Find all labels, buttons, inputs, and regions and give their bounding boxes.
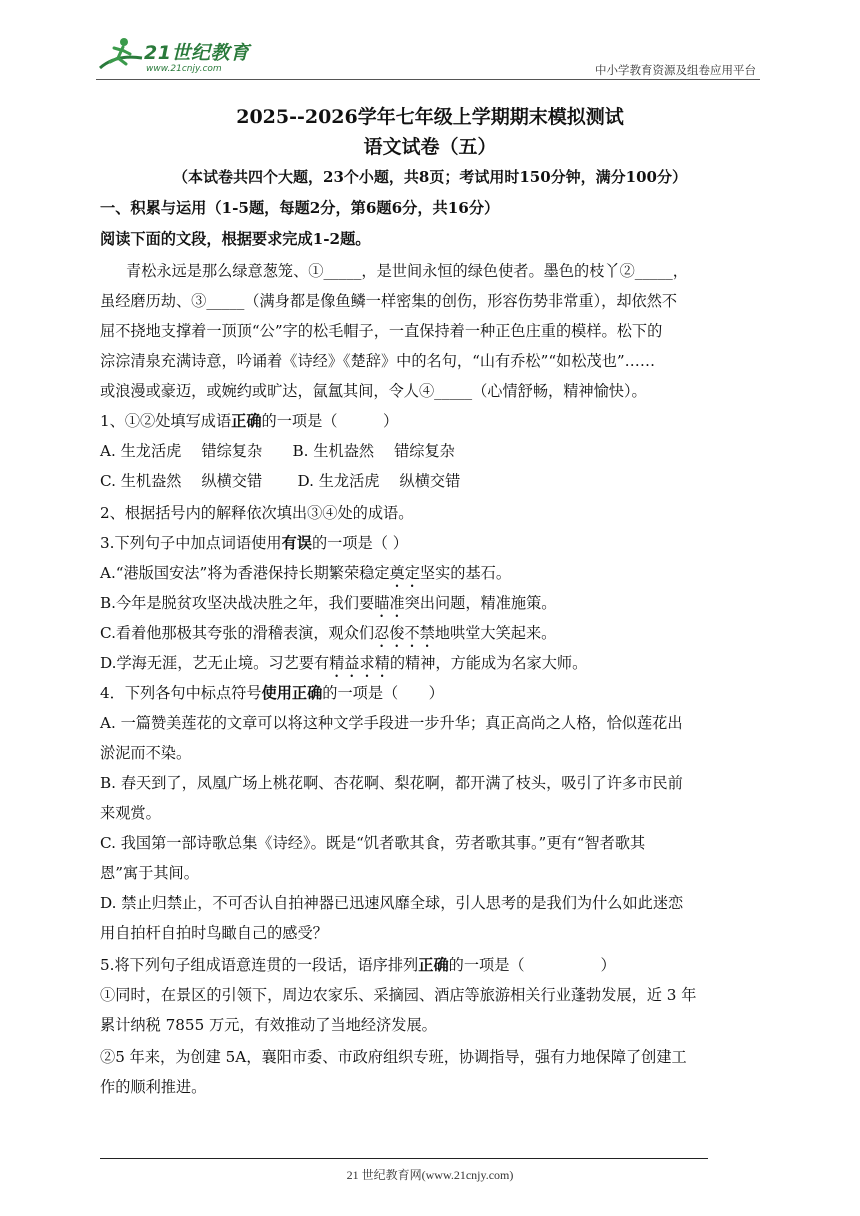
passage-line: 或浪漫或豪迈，或婉约或旷达，氤氲其间，令人④_____（心情舒畅，精神愉快）。 xyxy=(100,382,647,400)
passage-line: 屈不挠地支撑着一顶顶“公”字的松毛帽子，一直保持着一种正色庄重的模样。松下的 xyxy=(100,322,663,340)
question-4-option-a: A. 一篇赞美莲花的文章可以将这种文学手段进一步升华；真正高尚之人格，恰似莲花出 xyxy=(100,714,683,732)
logo-text: 21世纪教育 xyxy=(144,42,250,64)
question-4-option-b: 来观赏。 xyxy=(100,804,161,822)
page-header xyxy=(96,34,760,80)
question-4-option-b: B. 春天到了，凤凰广场上桃花啊、杏花啊、梨花啊，都开满了枝头，吸引了许多市民前 xyxy=(100,774,683,792)
footer-divider xyxy=(100,1158,708,1159)
question-5-sentence-2: ②5 年来，为创建 5A，襄阳市委、市政府组织专班，协调指导，强有力地保障了创建工 xyxy=(100,1048,687,1066)
exam-title: 2025--2026学年七年级上学期期末模拟测试 xyxy=(236,106,624,128)
question-1-options-cd: C. 生机盎然 纵横交错 D. 生龙活虎 纵横交错 xyxy=(100,472,461,490)
question-3-stem: 3.下列句子中加点词语使用有误的一项是（ ） xyxy=(100,534,408,552)
logo-url: www.21cnjy.com xyxy=(146,64,222,74)
passage-line: 虽经磨历劫、③_____（满身都是像鱼鳞一样密集的创伤，形容伤势非常重），却依然不 xyxy=(100,292,678,310)
question-4-option-c: C. 我国第一部诗歌总集《诗经》。既是“饥者歌其食，劳者歌其事。”更有“智者歌其 xyxy=(100,834,646,852)
site-logo xyxy=(96,34,266,80)
header-platform-text: 中小学教育资源及组卷应用平台 xyxy=(595,63,756,77)
question-2-stem: 2、根据括号内的解释依次填出③④处的成语。 xyxy=(100,504,414,522)
section-instruction: 阅读下面的文段，根据要求完成1-2题。 xyxy=(100,230,371,248)
question-4-option-d: 用自拍杆自拍时鸟瞰自己的感受？ xyxy=(100,924,328,942)
page-footer: 21 世纪教育网(www.21cnjy.com) xyxy=(346,1168,514,1182)
question-3-option-b: B.今年是脱贫攻坚决战决胜之年，我们要瞄准突出问题，精准施策。 xyxy=(100,594,557,612)
passage-line: 青松永远是那么绿意葱笼、①_____，是世间永恒的绿色使者。墨色的枝丫②_____， xyxy=(126,262,688,280)
question-5-sentence-1: ①同时，在景区的引领下，周边农家乐、采摘园、酒店等旅游相关行业蓬勃发展，近 3 年 xyxy=(100,986,697,1004)
question-3-option-c: C.看着他那极其夸张的滑稽表演，观众们忍俊不禁地哄堂大笑起来。 xyxy=(100,624,557,642)
question-1-stem: 1、①②处填写成语正确的一项是（ ） xyxy=(100,412,399,430)
question-5-stem: 5.将下列句子组成语意连贯的一段话，语序排列正确的一项是（ ） xyxy=(100,956,616,974)
question-4-option-c: 恩”寓于其间。 xyxy=(100,864,199,882)
question-4-option-a: 淤泥而不染。 xyxy=(100,744,192,762)
header-divider xyxy=(96,79,760,80)
question-5-sentence-1: 累计纳税 7855 万元，有效推动了当地经济发展。 xyxy=(100,1016,437,1034)
question-5-sentence-2: 作的顺利推进。 xyxy=(100,1078,207,1096)
runner-icon xyxy=(96,34,146,80)
section-heading: 一、积累与运用（1-5题，每题2分，第6题6分，共16分） xyxy=(100,199,500,217)
question-3-option-a: A.“港版国安法”将为香港保持长期繁荣稳定奠定坚实的基石。 xyxy=(100,564,512,582)
question-1-options-ab: A. 生龙活虎 错综复杂 B. 生机盎然 错综复杂 xyxy=(100,442,455,460)
question-3-option-d: D.学海无涯，艺无止境。习艺要有精益求精的精神，方能成为名家大师。 xyxy=(100,654,588,672)
question-4-option-d: D. 禁止归禁止，不可否认自拍神器已迅速风靡全球，引人思考的是我们为什么如此迷恋 xyxy=(100,894,684,912)
exam-subtitle: 语文试卷（五） xyxy=(363,136,497,158)
exam-note: （本试卷共四个大题，23个小题，共8页；考试用时150分钟，满分100分） xyxy=(173,168,687,186)
passage-line: 淙淙清泉充满诗意，吟诵着《诗经》《楚辞》中的名句，“山有乔松”“如松茂也”…… xyxy=(100,352,656,370)
question-4-stem: 4．下列各句中标点符号使用正确的一项是（ ） xyxy=(100,684,444,702)
